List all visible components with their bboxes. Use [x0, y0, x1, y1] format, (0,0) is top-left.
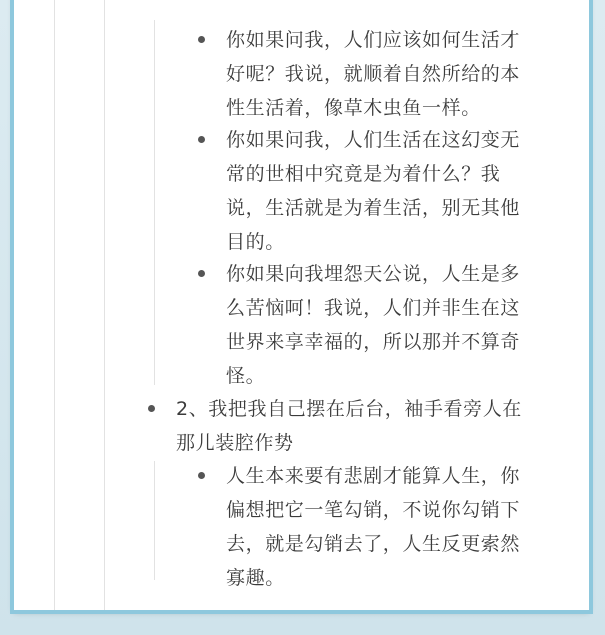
- indent-guide: [154, 461, 155, 580]
- indent-guide: [104, 0, 105, 610]
- list-item: [226, 23, 576, 125]
- list-item-line: 你如果问我，人们应该如何生活才: [226, 29, 521, 51]
- list-item: [226, 459, 576, 595]
- list-bullet: [198, 270, 205, 277]
- article-card: [14, 0, 589, 610]
- list-item: [176, 392, 581, 460]
- list-item-line: 常的世相中究竟是为着什么？我: [226, 163, 501, 185]
- list-bullet: [198, 136, 205, 143]
- list-item: [226, 257, 576, 393]
- list-item-line: 么苦恼呵！我说，人们并非生在这: [226, 297, 521, 319]
- list-bullet: [148, 405, 155, 412]
- list-item-line: 说，生活就是为着生活，别无其他: [226, 197, 521, 219]
- list-item-line: 好呢？我说，就顺着自然所给的本: [226, 63, 521, 85]
- list-bullet: [198, 36, 205, 43]
- list-bullet: [198, 472, 205, 479]
- list-item-line: 2、我把我自己摆在后台，袖手看旁人在: [176, 398, 522, 420]
- list-item-line: 怪。: [226, 365, 266, 387]
- list-item: [226, 123, 576, 259]
- list-item-line: 去，就是勾销去了，人生反更索然: [226, 533, 521, 555]
- list-item-line: 世界来享幸福的，所以那并不算奇: [226, 331, 521, 353]
- list-item-line: 寡趣。: [226, 567, 285, 589]
- list-item-line: 你如果向我埋怨天公说，人生是多: [226, 263, 521, 285]
- list-item-line: 人生本来要有悲剧才能算人生，你: [226, 465, 521, 487]
- indent-guide: [154, 20, 155, 385]
- indent-guide: [54, 0, 55, 610]
- list-item-line: 性生活着，像草木虫鱼一样。: [226, 97, 481, 119]
- list-item-line: 偏想把它一笔勾销，不说你勾销下: [226, 499, 521, 521]
- list-item-line: 目的。: [226, 231, 285, 253]
- list-item-line: 你如果问我，人们生活在这幻变无: [226, 129, 521, 151]
- list-item-line: 那儿装腔作势: [176, 432, 294, 454]
